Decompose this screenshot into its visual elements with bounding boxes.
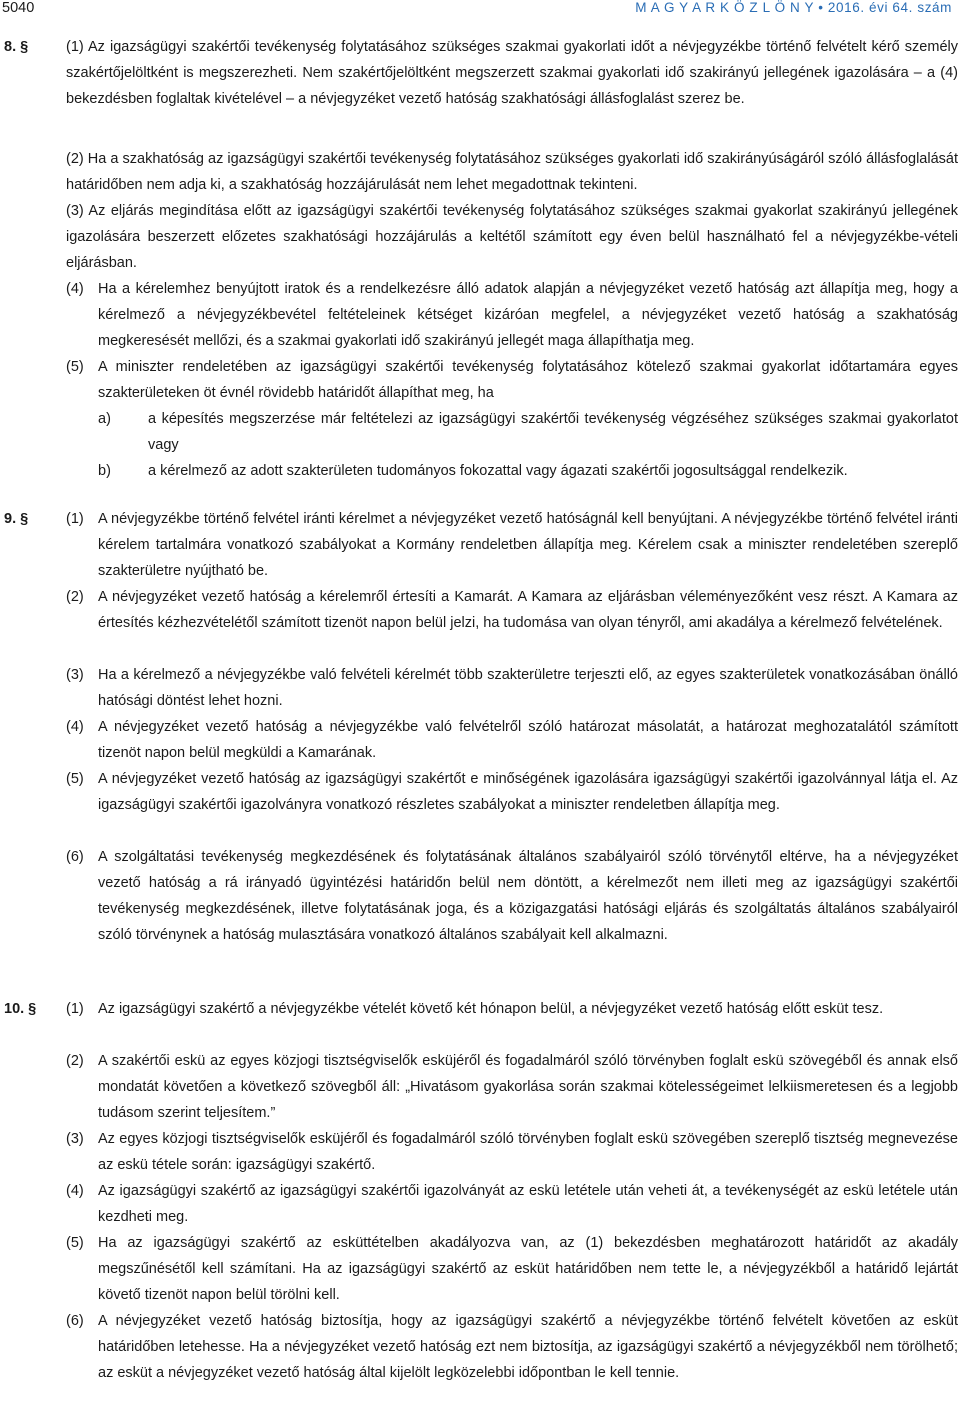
point-text: a kérelmező az adott szakterületen tudományos fokozattal vagy ágazati szakértői jogosultsággal rendelkezik. (148, 463, 848, 479)
paragraph-6 (66, 844, 958, 948)
paragraph-2: (2) Ha a szakhatóság az igazságügyi szakértői tevékenység folytatásához szükséges gyakorlati idő szakirányúságáról szóló állásfoglalását határidőben nem adja ki, a szakhatóság hozzájárulását nem lehet megadottnak tekinteni. (66, 151, 958, 193)
paragraph-text: Ha a kérelemhez benyújtott iratok és a rendelkezésre álló adatok alapján a névjegyzéket vezető hatóság azt állapítja meg, hogy a kérelmező a névjegyzékbevétel feltételeinek kétséget kizáróan megfelel, a névjegyzéket vezető hatóság a szakhatóság megkeresését mellőzi, és a szakmai gyakorlati idő szakirányú jellegét maga állapíthatja meg. (98, 281, 958, 349)
paragraph-2 (66, 1048, 958, 1126)
paragraph-number: (1) (66, 511, 84, 527)
paragraph-number: (3) (66, 667, 84, 683)
paragraph-1: (1) Az igazságügyi szakértői tevékenység folytatásához szükséges szakmai gyakorlati időt a névjegyzékbe történő felvételt kérő személy szakértőjelöltként is megszerezheti. Nem szakértőjelöltként megszerzett szakmai gyakorlati idő szakirányú jellegének igazolására – a (4) bekezdésben foglaltak kivételével – a névjegyzéket vezető hatóság szakhatósági állásfoglalást szerez be. (66, 39, 958, 107)
paragraph-text: A névjegyzékbe történő felvétel iránti kérelmet a névjegyzéket vezető hatóságnál kell benyújtani. A névjegyzékbe történő felvétel iránti kérelem tartalmára vonatkozó szabályokat a Kormány rendeletben állapítja meg. Kérelem csak a miniszter rendeletében szereplő szakterületre nyújtható be. (98, 511, 958, 579)
paragraph-number: (5) (66, 1235, 84, 1251)
paragraph-number: (5) (66, 359, 84, 375)
point-b (98, 458, 958, 484)
paragraph-text: A szolgáltatási tevékenység megkezdésének és folytatásának általános szabályairól szóló törvénytől eltérve, ha a névjegyzéket vezető hatóság a rá irányadó ügyintézési határidőn belül nem döntött, a kérelmezőt nem illeti meg az igazságügyi szakértői tevékenység megkezdésének, illetve folytatásának joga, és a közigazgatási hatósági eljárás és szolgáltatás általános szabályairól szóló törvénynek a hatóság mulasztására vonatkozó általános szabályait kell alkalmazni. (98, 849, 958, 943)
paragraph-number: (3) (66, 1131, 84, 1147)
paragraph-3 (66, 662, 958, 714)
paragraph-text: A névjegyzéket vezető hatóság biztosítja, hogy az igazságügyi szakértő a névjegyzékbe történő felvételt követően az esküt határidőben letehesse. Ha a névjegyzéket vezető hatóság ezt nem biztosítja, az igazságügyi szakértő a névjegyzékből nem törölhető; az esküt a névjegyzéket vezető hatóság által kijelölt legközelebbi időpontban le kell tennie. (98, 1313, 958, 1381)
paragraph-5 (66, 1230, 958, 1308)
page-number: 5040 (2, 0, 35, 16)
paragraph-number: (5) (66, 771, 84, 787)
paragraph-text: A névjegyzéket vezető hatóság a névjegyzékbe való felvételről szóló határozat másolatát, a határozat meghozatalától számított tizenöt napon belül megküldi a Kamarának. (98, 719, 958, 761)
paragraph-number: (1) (66, 1001, 84, 1017)
paragraph-number: (4) (66, 281, 84, 297)
paragraph-1 (66, 996, 958, 1022)
paragraph-number: (2) (66, 589, 84, 605)
paragraph-number: (4) (66, 1183, 84, 1199)
paragraph-4 (66, 714, 958, 766)
section-number: 8. § (4, 39, 29, 55)
paragraph-text: Ha a kérelmező a névjegyzékbe való felvételi kérelmét több szakterületre terjeszti elő, az egyes szakterületek vonatkozásában önálló hatósági döntést lehet hozni. (98, 667, 958, 709)
paragraph-text: Az igazságügyi szakértő az igazságügyi szakértői igazolványát az eskü letétele után veheti át, a tevékenységét az eskü letétele után kezdheti meg. (98, 1183, 958, 1225)
paragraph-text: Az igazságügyi szakértő a névjegyzékbe vételét követő két hónapon belül, a névjegyzéket vezető hatóság előtt esküt tesz. (98, 1001, 884, 1017)
section-number: 9. § (4, 511, 29, 527)
paragraph-text: A szakértői eskü az egyes közjogi tisztségviselők esküjéről és fogadalmáról szóló törvényben foglalt eskü szövegéből és annak első mondatát követően a következő szövegből áll: „Hivatásom gyakorlása során szakmai kötelességeimet lelkiismeretesen és a legjobb tudásom szerint teljesítem.” (98, 1053, 958, 1121)
paragraph-text: A névjegyzéket vezető hatóság a kérelemről értesíti a Kamarát. A Kamara az eljárásban véleményezőként vesz részt. A Kamara az értesítés kézhezvételétől számított tizenöt napon belül jelzi, ha tudomása van olyan tényről, ami akadálya a kérelmező felvételének. (98, 589, 958, 631)
point-text: a képesítés megszerzése már feltételezi az igazságügyi szakértői tevékenység végzéséhez szükséges szakmai gyakorlatot vagy (148, 411, 958, 453)
point-a (98, 406, 958, 458)
journal-title: M A G Y A R K Ö Z L Ö N Y • 2016. évi 64. szám (635, 0, 952, 15)
paragraph-6 (66, 1308, 958, 1386)
paragraph-5 (66, 766, 958, 818)
point-label: b) (98, 463, 111, 479)
paragraph-1 (66, 506, 958, 584)
paragraph-text: Ha az igazságügyi szakértő az esküttételben akadályozva van, az (1) bekezdésben meghatározott határidőt az akadály megszűnésétől kell számítani. Ha az igazságügyi szakértő az esküt határidőben nem tette le, a névjegyzékből a határidő lejártát követő tizenöt napon belül törölni kell. (98, 1235, 958, 1303)
paragraph-number: (4) (66, 719, 84, 735)
paragraph-3 (66, 1126, 958, 1178)
paragraph-text: Az egyes közjogi tisztségviselők esküjéről és fogadalmáról szóló törvényben foglalt eskü szövegében szereplő tisztség megnevezése az eskü tétele során: igazságügyi szakértő. (98, 1131, 958, 1173)
paragraph-3: (3) Az eljárás megindítása előtt az igazságügyi szakértői tevékenység folytatásához szükséges szakmai gyakorlat szakirányú jellegének igazolására beszerzett előzetes szakhatósági hozzájárulás a keltétől számított egy éven belül használható fel a névjegyzékbe-vételi eljárásban. (66, 203, 958, 271)
paragraph-5 (66, 354, 958, 406)
point-label: a) (98, 411, 111, 427)
section-number: 10. § (4, 1001, 37, 1017)
paragraph-number: (6) (66, 849, 84, 865)
paragraph-4 (66, 276, 958, 354)
paragraph-text: A névjegyzéket vezető hatóság az igazságügyi szakértőt e minőségének igazolására igazságügyi szakértői igazolvánnyal látja el. Az igazságügyi szakértői igazolványra vonatkozó részletes szabályokat a miniszter rendeletben állapítja meg. (98, 771, 958, 813)
paragraph-number: (2) (66, 1053, 84, 1069)
page-header (0, 0, 960, 28)
paragraph-number: (6) (66, 1313, 84, 1329)
paragraph-2 (66, 584, 958, 636)
paragraph-text: A miniszter rendeletében az igazságügyi szakértői tevékenység folytatásához kötelező szakmai gyakorlat időtartamára egyes szakterületeken öt évnél rövidebb határidőt állapíthat meg, ha (98, 359, 958, 401)
paragraph-4 (66, 1178, 958, 1230)
